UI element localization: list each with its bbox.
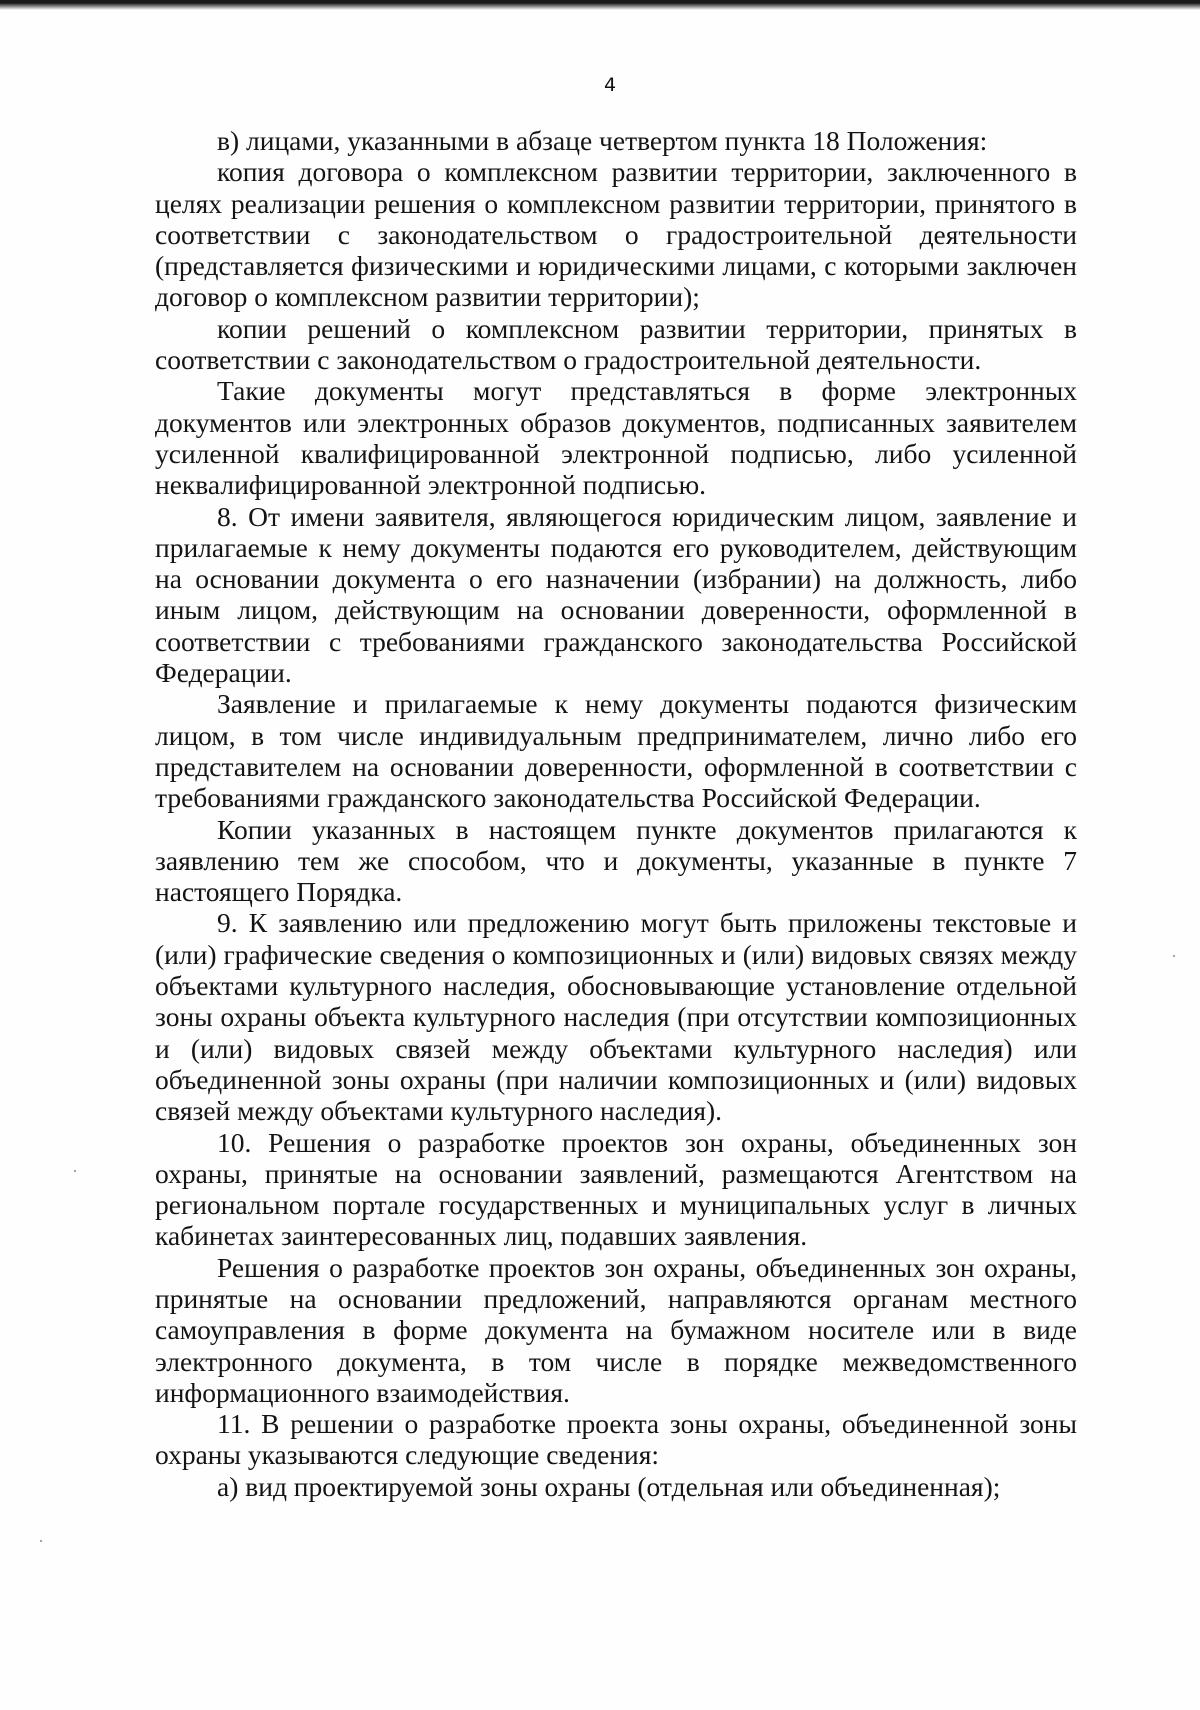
paragraph-11: 11. В решении о разработке проекта зоны охраны, объединенной зоны охраны указываются следующие сведения: xyxy=(155,1408,1077,1471)
paragraph-contract-copy: копия договора о комплексном развитии территории, заключенного в целях реализации решения о комплексном развитии территории, принятого в соответствии с законодательством о градостроительной деятельности (представляется физическими и юридическими лицами, с которыми заключен договор о комплексном развитии территории); xyxy=(155,156,1077,313)
scan-speck xyxy=(40,1540,42,1542)
scan-top-edge xyxy=(0,0,1200,10)
scan-speck xyxy=(1173,955,1175,957)
paragraph-8-legal-entity: 8. От имени заявителя, являющегося юридическим лицом, заявление и прилагаемые к нему документы подаются его руководителем, действующим на основании документа о его назначении (избрании) на должность, либо иным лицом, действующим на основании доверенности, оформленной в соответствии с требованиями гражданского законодательства Российской Федерации. xyxy=(155,500,1077,689)
paragraph-8-individual: Заявление и прилагаемые к нему документы подаются физическим лицом, в том числе индивидуальным предпринимателем, лично либо его представителем на основании доверенности, оформленной в соответствии с требованиями гражданского законодательства Российской Федерации. xyxy=(155,688,1077,814)
paragraph-10-applications: 10. Решения о разработке проектов зон охраны, объединенных зон охраны, принятые на основании заявлений, размещаются Агентством на региональном портале государственных и муниципальных услуг в личных кабинетах заинтересованных лиц, подавших заявления. xyxy=(155,1126,1077,1252)
document-body xyxy=(155,125,1077,1502)
paragraph-decision-copies: копии решений о комплексном развитии территории, принятых в соответствии с законодательством о градостроительной деятельности. xyxy=(155,312,1077,376)
paragraph-10-proposals: Решения о разработке проектов зон охраны, объединенных зон охраны, принятые на основании предложений, направляются органам местного самоуправления в форме документа на бумажном носителе или в виде электронного документа, в том числе в порядке межведомственного информационного взаимодействия. xyxy=(155,1251,1077,1408)
page-number: 4 xyxy=(603,74,617,96)
paragraph-8-copies: Копии указанных в настоящем пункте документов прилагаются к заявлению тем же способом, что и документы, указанные в пункте 7 настоящего Порядка. xyxy=(155,813,1077,908)
paragraph-11a: а) вид проектируемой зоны охраны (отдельная или объединенная); xyxy=(217,1470,1001,1502)
paragraph-9: 9. К заявлению или предложению могут быть приложены текстовые и (или) графические сведения о композиционных и (или) видовых связях между объектами культурного наследия, обосновывающие установление отдельной зоны охраны объекта культурного наследия (при отсутствии композиционных и (или) видовых связей между объектами культурного наследия) или объединенной зоны охраны (при наличии композиционных и (или) видовых связей между объектами культурного наследия). xyxy=(155,907,1077,1127)
paragraph-7v-intro: в) лицами, указанными в абзаце четвертом пункта 18 Положения: xyxy=(217,125,988,156)
scan-speck xyxy=(74,1170,76,1172)
paragraph-electronic-documents: Такие документы могут представляться в форме электронных документов или электронных образов документов, подписанных заявителем усиленной квалифицированной электронной подписью, либо усиленной неквалифицированной электронной подписью. xyxy=(155,375,1077,501)
